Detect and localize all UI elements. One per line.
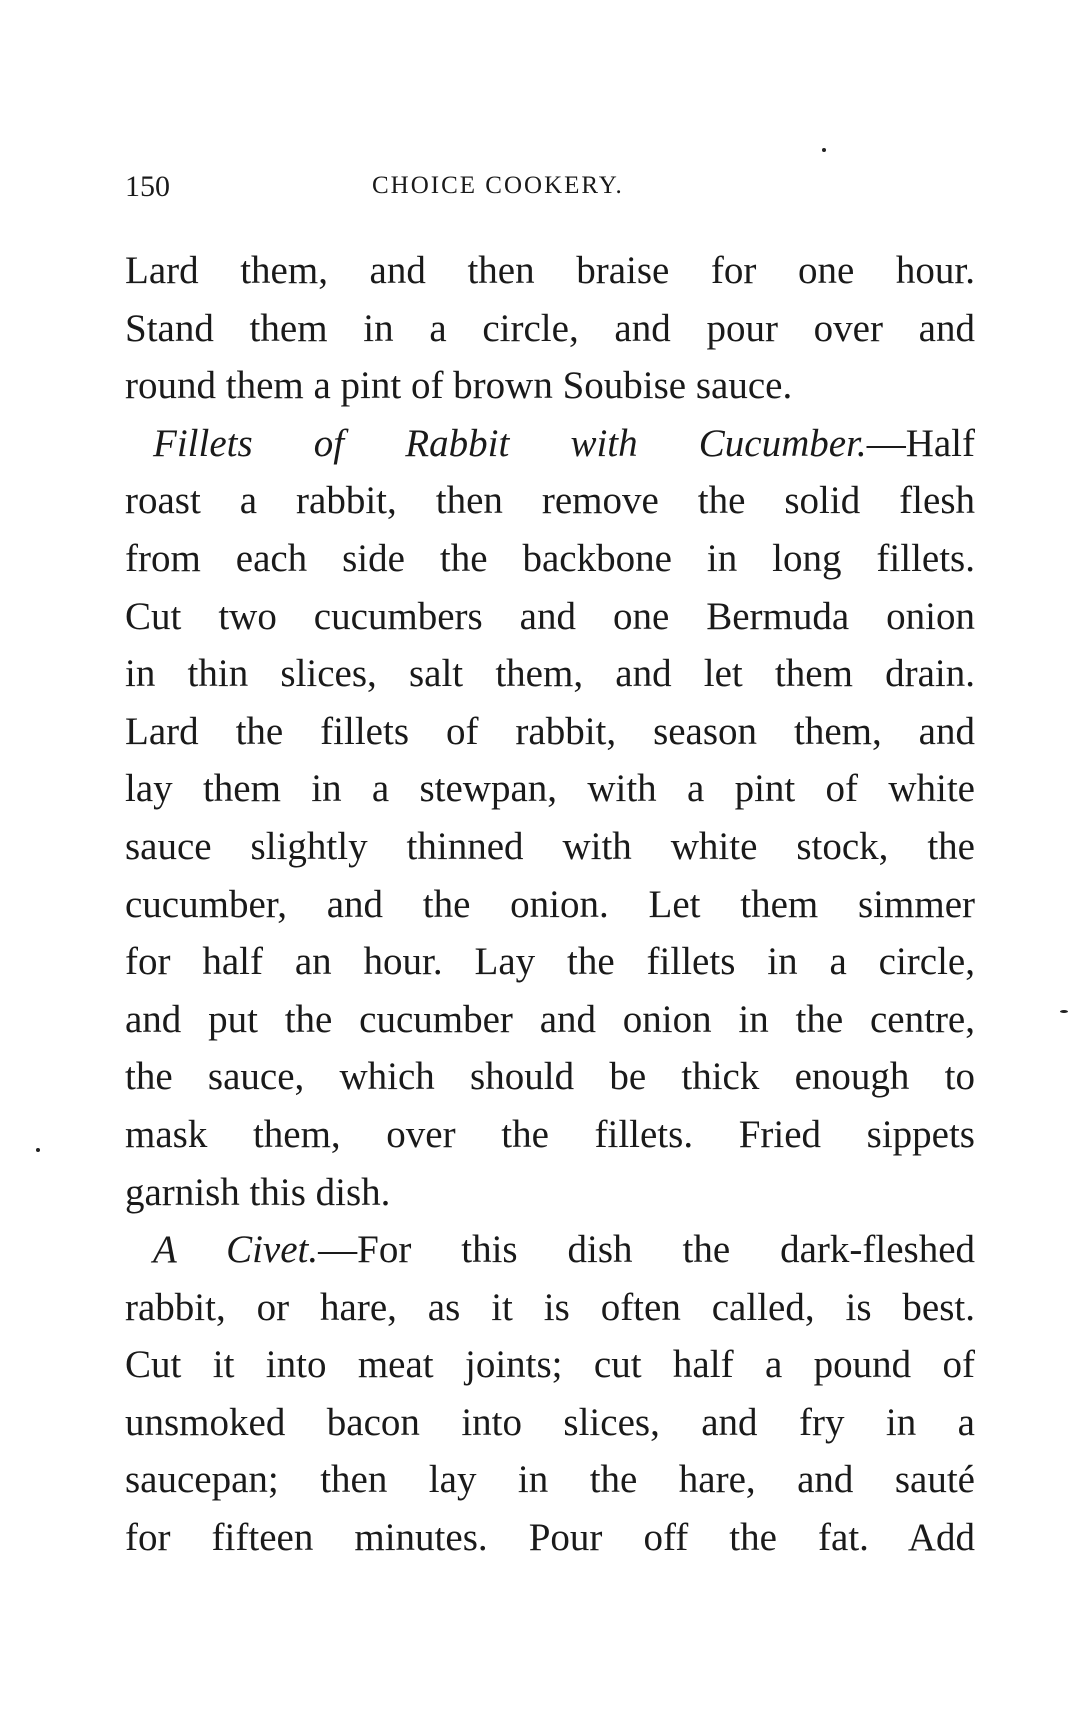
body-text (125, 242, 975, 1567)
text-line: Lard the fillets of rabbit, season them, and (125, 709, 975, 753)
text-line: rabbit, or hare, as it is often called, is best. (125, 1285, 975, 1329)
text-line: round them a pint of brown Soubise sauce. (125, 364, 793, 408)
recipe-text-start: —For this dish the dark-fleshed (318, 1228, 976, 1272)
text-line: lay them in a stewpan, with a pint of white (125, 767, 975, 811)
running-title: CHOICE COOKERY. (372, 172, 624, 199)
scan-speck (36, 1148, 40, 1152)
scan-speck (822, 148, 826, 152)
text-line: mask them, over the fillets. Fried sippets (125, 1112, 975, 1156)
text-line: roast a rabbit, then remove the solid flesh (125, 479, 975, 523)
text-line: and put the cucumber and onion in the centre, (125, 997, 975, 1041)
text-line: sauce slightly thinned with white stock, the (125, 824, 975, 868)
recipe-title-fillets: Fillets of Rabbit with Cucumber. (153, 421, 867, 465)
text-line: Cut two cucumbers and one Bermuda onion (125, 594, 975, 638)
text-line: Cut it into meat joints; cut half a pound of (125, 1343, 975, 1387)
page-number: 150 (125, 170, 170, 203)
text-line: saucepan; then lay in the hare, and sauté (125, 1458, 975, 1502)
text-line: for half an hour. Lay the fillets in a circle, (125, 940, 975, 984)
text-line: unsmoked bacon into slices, and fry in a (125, 1400, 975, 1444)
page-header (125, 170, 975, 210)
text-line: Stand them in a circle, and pour over and (125, 306, 975, 350)
recipe-heading-line (125, 1221, 975, 1279)
recipe-text-start: —Half (866, 421, 975, 465)
text-line: Lard them, and then braise for one hour. (125, 249, 975, 292)
text-line: the sauce, which should be thick enough to (125, 1055, 975, 1099)
text-line: garnish this dish. (125, 1170, 391, 1214)
text-line: from each side the backbone in long fillets. (125, 536, 975, 580)
scan-speck (1060, 1010, 1068, 1013)
text-line: cucumber, and the onion. Let them simmer (125, 882, 975, 926)
recipe-title-civet: A Civet. (153, 1228, 319, 1272)
text-line: in thin slices, salt them, and let them drain. (125, 652, 975, 696)
recipe-heading-line (125, 415, 975, 473)
text-line: for fifteen minutes. Pour off the fat. Add (125, 1516, 975, 1560)
